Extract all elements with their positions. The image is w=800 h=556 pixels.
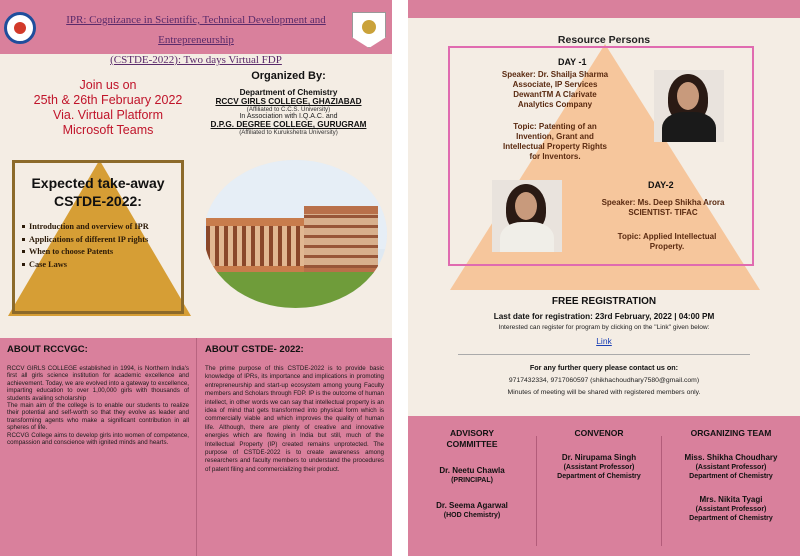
takeaway-heading-line1: Expected take-away — [31, 175, 165, 191]
association-line: In Association with I.Q.A.C. and — [239, 113, 338, 120]
advisory-committee — [408, 416, 536, 556]
registration-deadline: Last date for registration: 23rd February, 2022 | 04:00 PM — [493, 312, 715, 321]
day2-speaker — [578, 198, 748, 218]
left-flyer-page — [0, 0, 392, 556]
about-cstde-heading: ABOUT CSTDE- 2022: — [205, 344, 304, 355]
day1-label: DAY -1 — [558, 57, 587, 67]
day2-label: DAY-2 — [648, 180, 674, 190]
left-header-bar — [0, 0, 392, 66]
event-dates: 25th & 26th February 2022 — [33, 93, 183, 107]
event-platform-name: Microsoft Teams — [62, 123, 154, 137]
organized-heading: Organized By: — [251, 70, 326, 82]
about-cstde-paragraph: The prime purpose of this CSTDE-2022 is to provide basic knowledge of IPRs, its importance and implications in promoting entrepreneurship and start-up ecosystem among young Faculty members and Scholars through FDP. IP is the outcome of human intellect, in other words we can say that intellectual property is an idea of mind that gets transformed into physical form which is commercially viable and which improves the quality of human life. Although, there are plenty of creative and innovative energies which are flowing in India but still, much of the Intellectual Property (IP) created remains unprotected. The purpose of CSTDE-2022 is to create awareness among researchers and faculty members to understand the procedures of patent filing and commercializing their product. — [205, 365, 384, 473]
takeaway-list — [22, 222, 182, 272]
day1-topic-line: Invention, Grant and — [516, 132, 594, 141]
day1-topic-line: for Inventors. — [529, 152, 581, 161]
list-item: When to choose Patents — [22, 247, 182, 257]
event-title-line1: IPR: Cognizance in Scientific, Technical Development and Entrepreneurship — [66, 14, 326, 46]
join-us-block — [28, 78, 188, 138]
convenor-role: (Assistant Professor) — [563, 464, 635, 471]
takeaway-heading — [20, 174, 176, 210]
contact-details: 9717432334, 9717060597 (shikhachoudhary7580@gmail.com) — [508, 377, 700, 384]
advisory-member-role: (PRINCIPAL) — [451, 477, 493, 484]
minutes-note: Minutes of meeting will be shared with registered members only. — [507, 389, 701, 396]
organizing-member-name: Mrs. Nikita Tyagi — [699, 495, 763, 504]
join-line: Join us on — [79, 78, 137, 92]
organizing-member-dept: Department of Chemistry — [689, 473, 773, 480]
committee-section — [408, 416, 800, 556]
list-item: Applications of different IP rights — [22, 235, 182, 245]
partner-college: D.P.G. DEGREE COLLEGE, GURUGRAM — [210, 120, 367, 129]
speaker2-photo — [492, 180, 562, 252]
partner-crest-icon — [352, 12, 386, 48]
event-platform: Via. Virtual Platform — [52, 108, 163, 122]
organizer-college: RCCV GIRLS COLLEGE, GHAZIABAD — [215, 97, 362, 106]
organized-by-block — [196, 70, 381, 136]
day1-topic-line: Topic: Patenting of an — [513, 122, 597, 131]
partner-affiliation: (Affiliated to Kurukshetra University) — [239, 129, 338, 136]
about-cstde-section — [196, 338, 392, 556]
takeaway-heading-line2: CSTDE-2022: — [54, 193, 142, 209]
organizing-member-role: (Assistant Professor) — [695, 506, 767, 513]
organizing-member-role: (Assistant Professor) — [695, 464, 767, 471]
advisory-member-name: Dr. Neetu Chawla — [439, 466, 505, 475]
convenor — [537, 416, 661, 556]
divider — [458, 354, 750, 355]
organizing-member-dept: Department of Chemistry — [689, 515, 773, 522]
day2-speaker-line: SCIENTIST- TIFAC — [628, 208, 698, 217]
convenor-name: Dr. Nirupama Singh — [561, 453, 637, 462]
list-item: Case Laws — [22, 260, 182, 270]
convenor-dept: Department of Chemistry — [557, 473, 641, 480]
advisory-heading — [408, 428, 536, 450]
organizing-team — [662, 416, 800, 556]
day1-speaker-line: DewantTM A Clarivate — [513, 90, 597, 99]
organizing-heading: ORGANIZING TEAM — [690, 428, 772, 438]
advisory-heading-line1: ADVISORY — [449, 428, 495, 438]
organizer-dept: Department of Chemistry — [239, 88, 338, 97]
day1-topic — [460, 122, 650, 162]
day1-speaker-line: Associate, IP Services — [512, 80, 598, 89]
about-rccvgc-paragraph: RCCVG College aims to develop girls into women of competence, compassion and conscience with ignited minds and hearts. — [7, 431, 189, 447]
right-flyer-page — [408, 0, 800, 556]
speaker1-photo — [654, 70, 724, 142]
event-title-line2: (CSTDE-2022): Two days Virtual FDP — [110, 54, 282, 66]
day2-speaker-name: Speaker: Ms. Deep Shikha Arora — [601, 198, 725, 207]
about-rccvgc-paragraph: The main aim of the college is to enable our students to realize their potential and self-worth so that they evolve as leader and transforming agents who make a significant contribution in all spheres of life. — [7, 402, 189, 432]
list-item: Introduction and overview of IPR — [22, 222, 182, 232]
registration-note: Interested can register for program by clicking on the "Link" given below: — [498, 324, 710, 331]
day2-topic-line: Topic: Applied Intellectual — [617, 232, 717, 241]
day2-topic-line: Property. — [649, 242, 685, 251]
day1-speaker-name: Speaker: Dr. Shailja Sharma — [501, 70, 609, 79]
college-logo-icon — [4, 12, 36, 44]
advisory-member-role: (HOD Chemistry) — [443, 512, 501, 519]
resource-persons-title: Resource Persons — [557, 34, 651, 46]
about-rccvgc-section — [0, 338, 196, 556]
contact-heading: For any further query please contact us on: — [529, 363, 679, 372]
advisory-heading-line2: COMMITTEE — [446, 439, 498, 449]
free-registration-heading: FREE REGISTRATION — [551, 296, 657, 307]
right-header-bar — [408, 0, 800, 18]
day1-topic-line: Intellectual Property Rights — [502, 142, 608, 151]
advisory-member-name: Dr. Seema Agarwal — [436, 501, 508, 510]
about-rccvgc-paragraph: RCCV GIRLS COLLEGE established in 1994, is Northern India's first all girls science institution for academic excellence and achievement. Today, we are evolved into a gateway to excellence, imparting education to over 1,00,000 girls with thousands of students availing scholarship — [7, 365, 189, 402]
convenor-heading: CONVENOR — [574, 428, 624, 438]
registration-link[interactable]: Link — [596, 336, 612, 346]
day1-speaker — [460, 70, 650, 110]
about-rccvgc-heading: ABOUT RCCVGC: — [7, 344, 88, 355]
day2-topic — [592, 232, 742, 252]
day1-speaker-line: Analytics Company — [517, 100, 593, 109]
organizer-affiliation: (Affiliated to C.C.S. University) — [246, 106, 331, 113]
organizing-member-name: Miss. Shikha Choudhary — [684, 453, 778, 462]
campus-photo — [204, 160, 387, 308]
event-title — [40, 10, 352, 70]
